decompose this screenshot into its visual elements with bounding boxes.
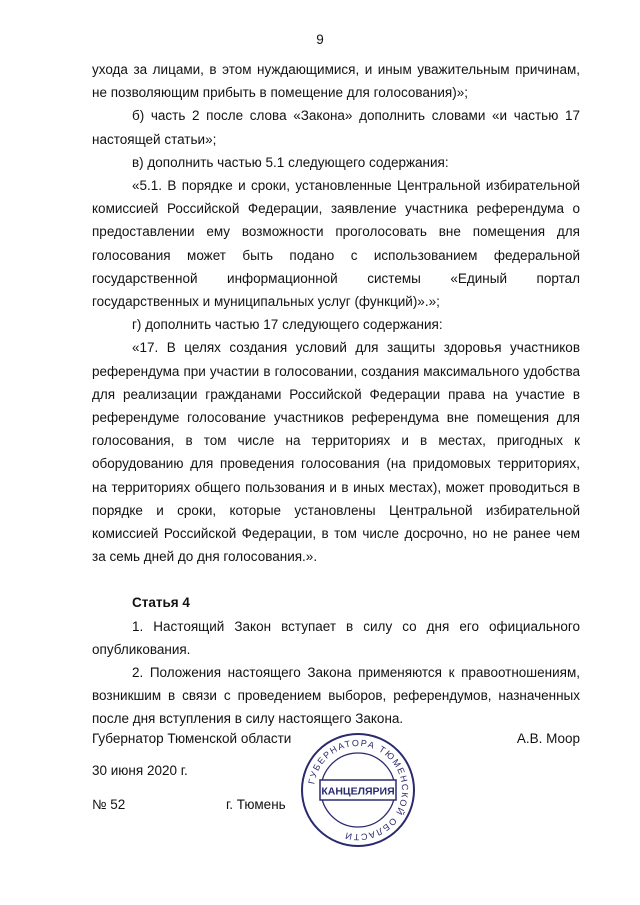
paragraph: ухода за лицами, в этом нуждающимися, и иным уважительным причинам, не позволяющим прибыть в помещение для голосования)»; <box>92 62 580 101</box>
article-heading: Статья 4 <box>132 595 190 611</box>
signatory-position: Губернатор Тюменской области <box>92 731 292 746</box>
stamp-seal-icon <box>298 730 418 850</box>
paragraph: «17. В целях создания условий для защиты здоровья участников референдума при участии в голосовании, создания максимального удобства для реализации гражданами Российской Федерации права на участие в референдуме голосование участников референдума вне помещения для голосования, в том числе на территориях и в местах, пригодных к оборудованию для проведения голосования (на придомовых территориях, на территориях общего пользования и в иных местах), может проводиться в порядке и сроки, которые установлены Центральной избирательной комиссией Российской Федерации, в том числе досрочно, но не ранее чем за семь дней до дня голосования.». <box>92 340 580 565</box>
article-item: 2. Положения настоящего Закона применяются к правоотношениям, возникшим в связи с проведением выборов, референдумов, назначенных после дня вступления в силу настоящего Закона. <box>92 665 580 727</box>
article-item: 1. Настоящий Закон вступает в силу со дня его официального опубликования. <box>92 618 580 657</box>
page-number: 9 <box>316 32 324 47</box>
document-body <box>92 58 580 731</box>
stamp-ring-text: ГУБЕРНАТОРА ТЮМЕНСКОЙ ОБЛАСТИ <box>306 737 411 843</box>
signatory-name: А.В. Моор <box>516 731 580 746</box>
paragraph: г) дополнить частью 17 следующего содержания: <box>132 317 443 333</box>
law-number: № 52 <box>92 797 126 812</box>
signing-date: 30 июня 2020 г. <box>92 763 188 778</box>
stamp-center-text: КАНЦЕЛЯРИЯ <box>321 785 395 798</box>
official-stamp <box>298 730 418 850</box>
city: г. Тюмень <box>226 797 286 812</box>
paragraph: б) часть 2 после слова «Закона» дополнить словами «и частью 17 настоящей статьи»; <box>92 108 580 147</box>
paragraph: «5.1. В порядке и сроки, установленные Центральной избирательной комиссией Российской Федерации, заявление участника референдума о предоставлении ему возможности проголосовать вне помещения для голосования может быть подано с использованием федеральной государственной информационной системы «Единый портал государственных и муниципальных услуг (функций)».»; <box>92 178 580 310</box>
paragraph: в) дополнить частью 5.1 следующего содержания: <box>132 154 449 170</box>
